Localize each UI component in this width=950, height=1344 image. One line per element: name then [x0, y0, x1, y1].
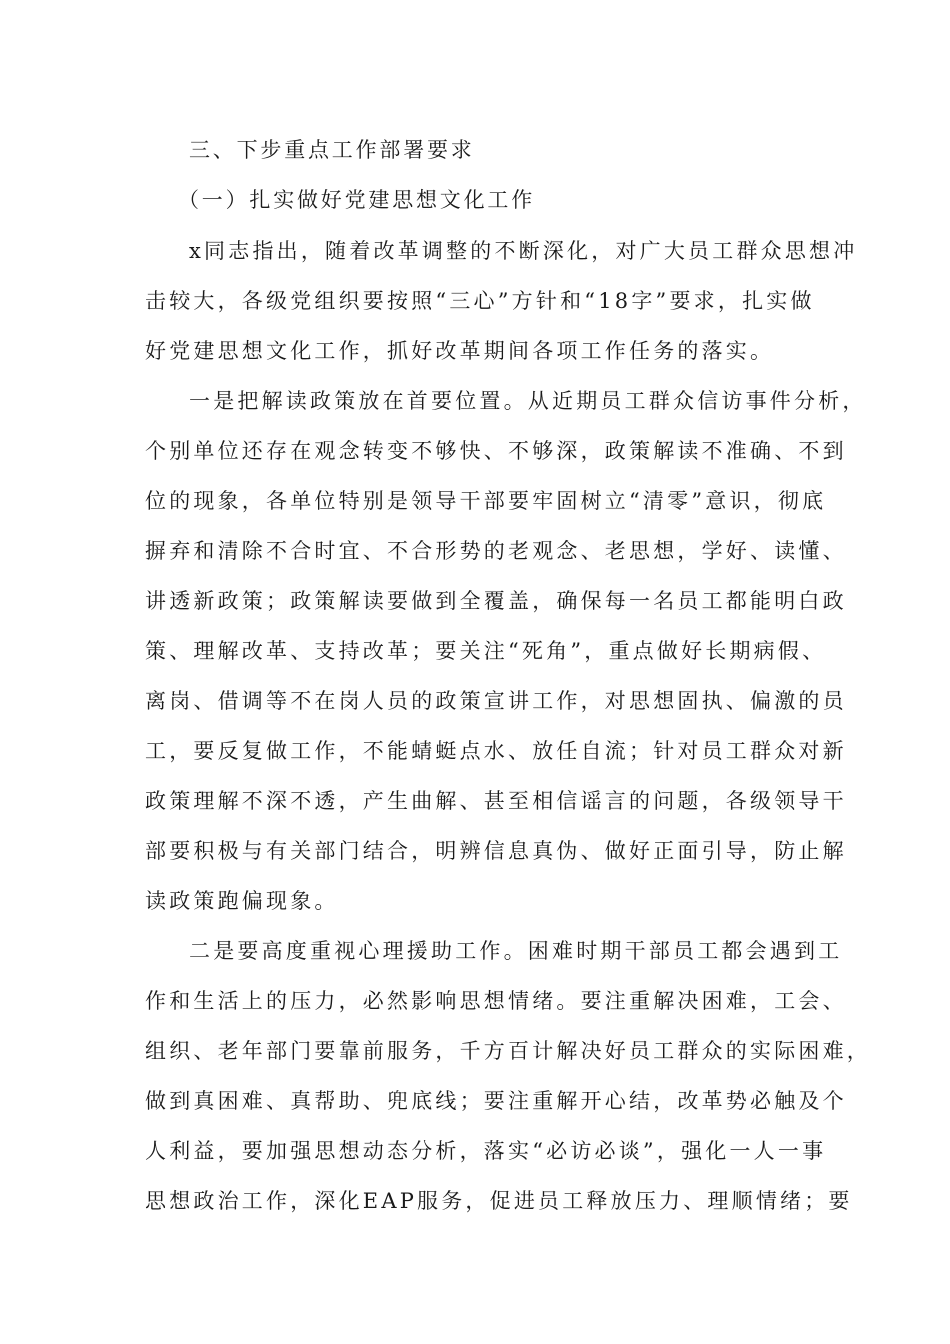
- body-line: 击较大，各级党组织要按照“三心”方针和“18字”要求，扎实做: [145, 289, 815, 313]
- body-line: 人利益，要加强思想动态分析，落实“必访必谈”，强化一人一事: [145, 1139, 827, 1163]
- body-line: 摒弃和清除不合时宜、不合形势的老观念、老思想，学好、读懂、: [145, 539, 847, 563]
- body-line: 作和生活上的压力，必然影响思想情绪。要注重解决困难，工会、: [145, 989, 847, 1013]
- body-line: 部要积极与有关部门结合，明辨信息真伪、做好正面引导，防止解: [145, 839, 847, 863]
- body-line: 好党建思想文化工作，抓好改革期间各项工作任务的落实。: [145, 339, 775, 363]
- body-line: 离岗、借调等不在岗人员的政策宣讲工作，对思想固执、偏激的员: [145, 689, 847, 713]
- body-line: 二是要高度重视心理援助工作。困难时期干部员工都会遇到工: [189, 939, 843, 963]
- body-line: 做到真困难、真帮助、兜底线；要注重解开心结，改革势必触及个: [145, 1089, 847, 1113]
- body-line: 一是把解读政策放在首要位置。从近期员工群众信访事件分析，: [189, 389, 867, 413]
- body-line: 讲透新政策；政策解读要做到全覆盖，确保每一名员工都能明白政: [145, 589, 847, 613]
- body-line: 策、理解改革、支持改革；要关注“死角”，重点做好长期病假、: [145, 639, 827, 663]
- body-line: x同志指出，随着改革调整的不断深化，对广大员工群众思想冲: [189, 239, 858, 263]
- body-line: 政策理解不深不透，产生曲解、甚至相信谣言的问题，各级领导干: [145, 789, 847, 813]
- body-line: 读政策跑偏现象。: [145, 889, 339, 913]
- body-line: 思想政治工作，深化EAP服务，促进员工释放压力、理顺情绪；要: [145, 1189, 853, 1213]
- body-line: 组织、老年部门要靠前服务，千方百计解决好员工群众的实际困难，: [145, 1039, 871, 1063]
- subsection-heading: （一）扎实做好党建思想文化工作: [178, 188, 535, 212]
- body-line: 个别单位还存在观念转变不够快、不够深，政策解读不准确、不到: [145, 439, 847, 463]
- body-line: 工，要反复做工作，不能蜻蜓点水、放任自流；针对员工群众对新: [145, 739, 847, 763]
- section-heading: 三、下步重点工作部署要求: [189, 138, 475, 162]
- body-line: 位的现象，各单位特别是领导干部要牢固树立“清零”意识，彻底: [145, 489, 827, 513]
